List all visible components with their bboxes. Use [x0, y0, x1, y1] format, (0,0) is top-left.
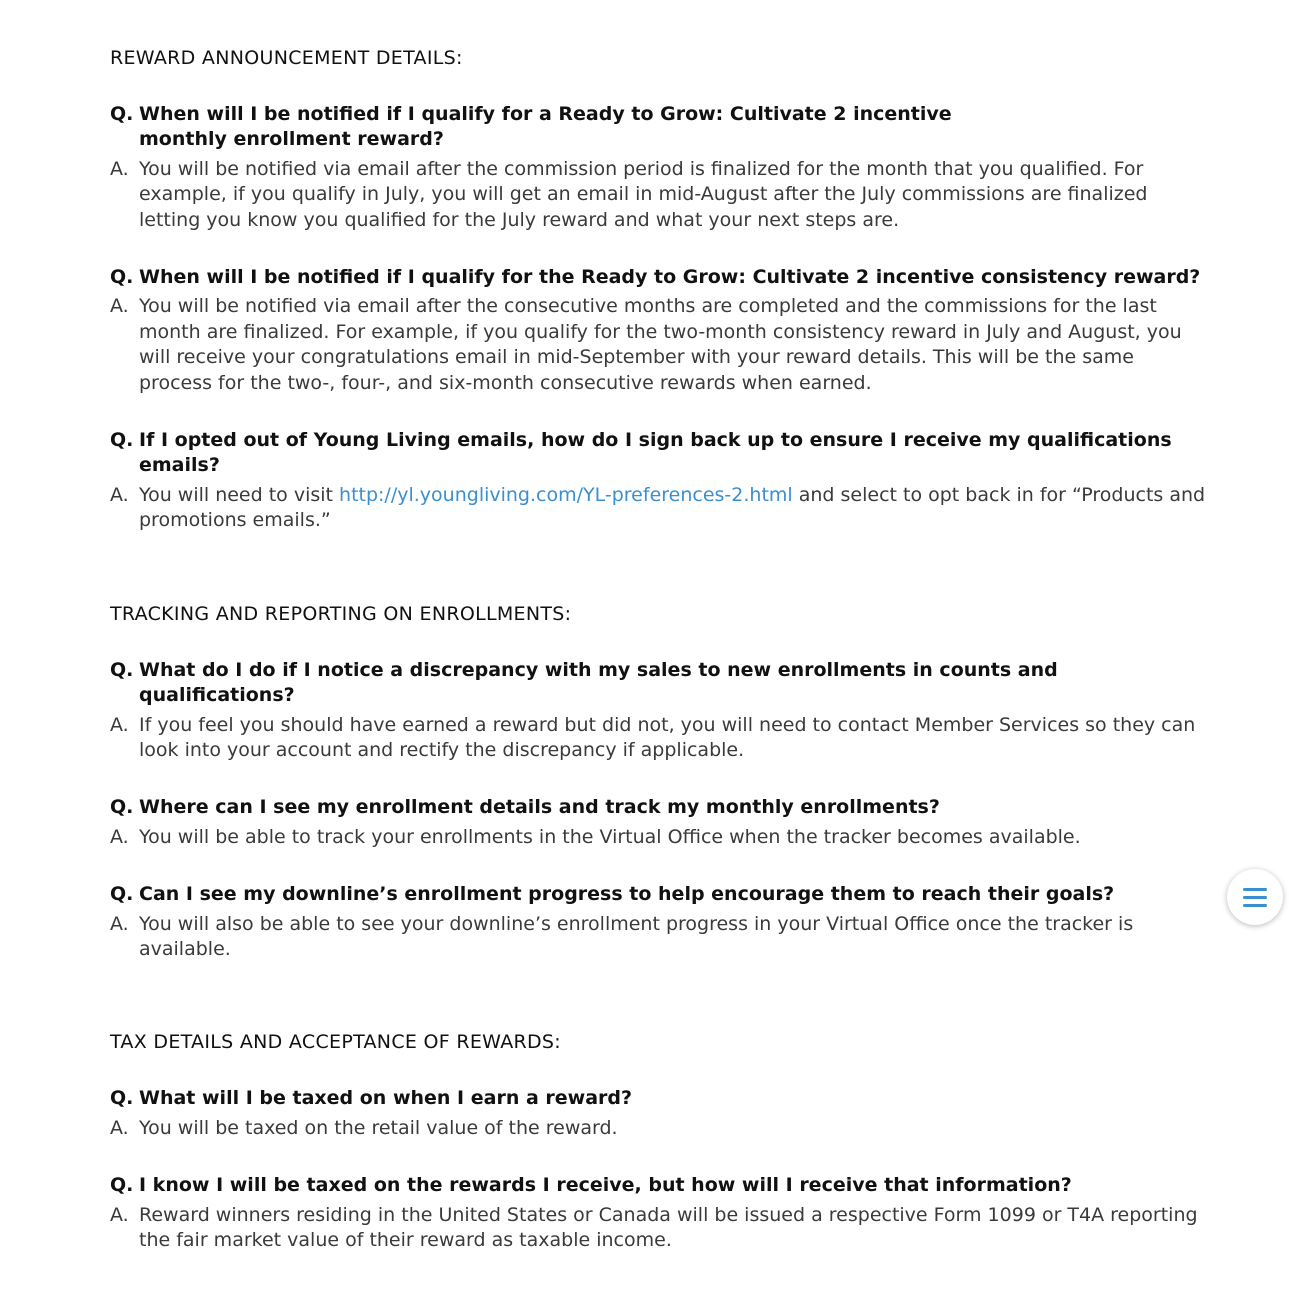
faq-item	[110, 1086, 1210, 1141]
faq-question: Q. What do I do if I notice a discrepancy with my sales to new enrollments in counts and qualifications?	[110, 658, 1058, 707]
faq-answer: A. If you feel you should have earned a reward but did not, you will need to contact Member Services so they can look into your account and rectify the discrepancy if applicable.	[110, 713, 1196, 761]
faq-question: Q. When will I be notified if I qualify for a Ready to Grow: Cultivate 2 incentive monthly enrollment reward?	[110, 103, 952, 151]
faq-item	[110, 102, 1210, 233]
faq-question: Q. I know I will be taxed on the rewards I receive, but how will I receive that information?	[110, 1174, 1072, 1197]
faq-answer: A. You will need to visit http://yl.youngliving.com/YL-preferences-2.html and select to opt back in for “Products and promotions emails.”	[110, 483, 1206, 532]
faq-question: Q. Can I see my downline’s enrollment progress to help encourage them to reach their goals?	[110, 883, 1115, 906]
faq-answer: A. You will be notified via email after the commission period is finalized for the month that you qualified. For example, if you qualify in July, you will get an email in mid-August after the July commissions are finalized letting you know you qualified for the July reward and what your next steps are.	[110, 157, 1148, 231]
faq-item	[110, 795, 1210, 850]
faq-document	[110, 44, 1210, 1253]
faq-item	[110, 428, 1210, 534]
faq-item	[110, 658, 1210, 764]
faq-answer: A. Reward winners residing in the United States or Canada will be issued a respective Form 1099 or T4A reporting the fair market value of their reward as taxable income.	[110, 1203, 1198, 1251]
faq-question: Q. If I opted out of Young Living emails, how do I sign back up to ensure I receive my qualifications emails?	[110, 429, 1172, 477]
hamburger-menu-icon	[1243, 883, 1267, 912]
faq-answer: A. You will be notified via email after the consecutive months are completed and the commissions for the last month are finalized. For example, if you qualify for the two-month consistency reward in July and August, you will receive your congratulations email in mid-September with your reward details. This will be the same process for the two-, four-, and six-month consecutive rewards when earned.	[110, 295, 1182, 394]
faq-answer: A. You will also be able to see your downline’s enrollment progress in your Virtual Office once the tracker is available.	[110, 912, 1134, 960]
faq-question: Q. What will I be taxed on when I earn a reward?	[110, 1087, 633, 1110]
faq-answer: A. You will be able to track your enrollments in the Virtual Office when the tracker becomes available.	[110, 825, 1081, 848]
faq-question: Q. When will I be notified if I qualify for the Ready to Grow: Cultivate 2 incentive consistency reward?	[110, 266, 1201, 289]
faq-item	[110, 882, 1210, 962]
section-heading-tax-details: TAX DETAILS AND ACCEPTANCE OF REWARDS:	[110, 1031, 561, 1054]
faq-item	[110, 1173, 1210, 1253]
faq-item	[110, 265, 1210, 396]
section-heading-reward-announcement: REWARD ANNOUNCEMENT DETAILS:	[110, 47, 463, 69]
faq-answer: A. You will be taxed on the retail value of the reward.	[110, 1116, 618, 1139]
section-heading-tracking-reporting: TRACKING AND REPORTING ON ENROLLMENTS:	[110, 602, 572, 625]
faq-question: Q. Where can I see my enrollment details and track my monthly enrollments?	[110, 796, 940, 819]
menu-button[interactable]	[1227, 869, 1283, 925]
preferences-link[interactable]: http://yl.youngliving.com/YL-preferences-2.html	[339, 483, 793, 506]
